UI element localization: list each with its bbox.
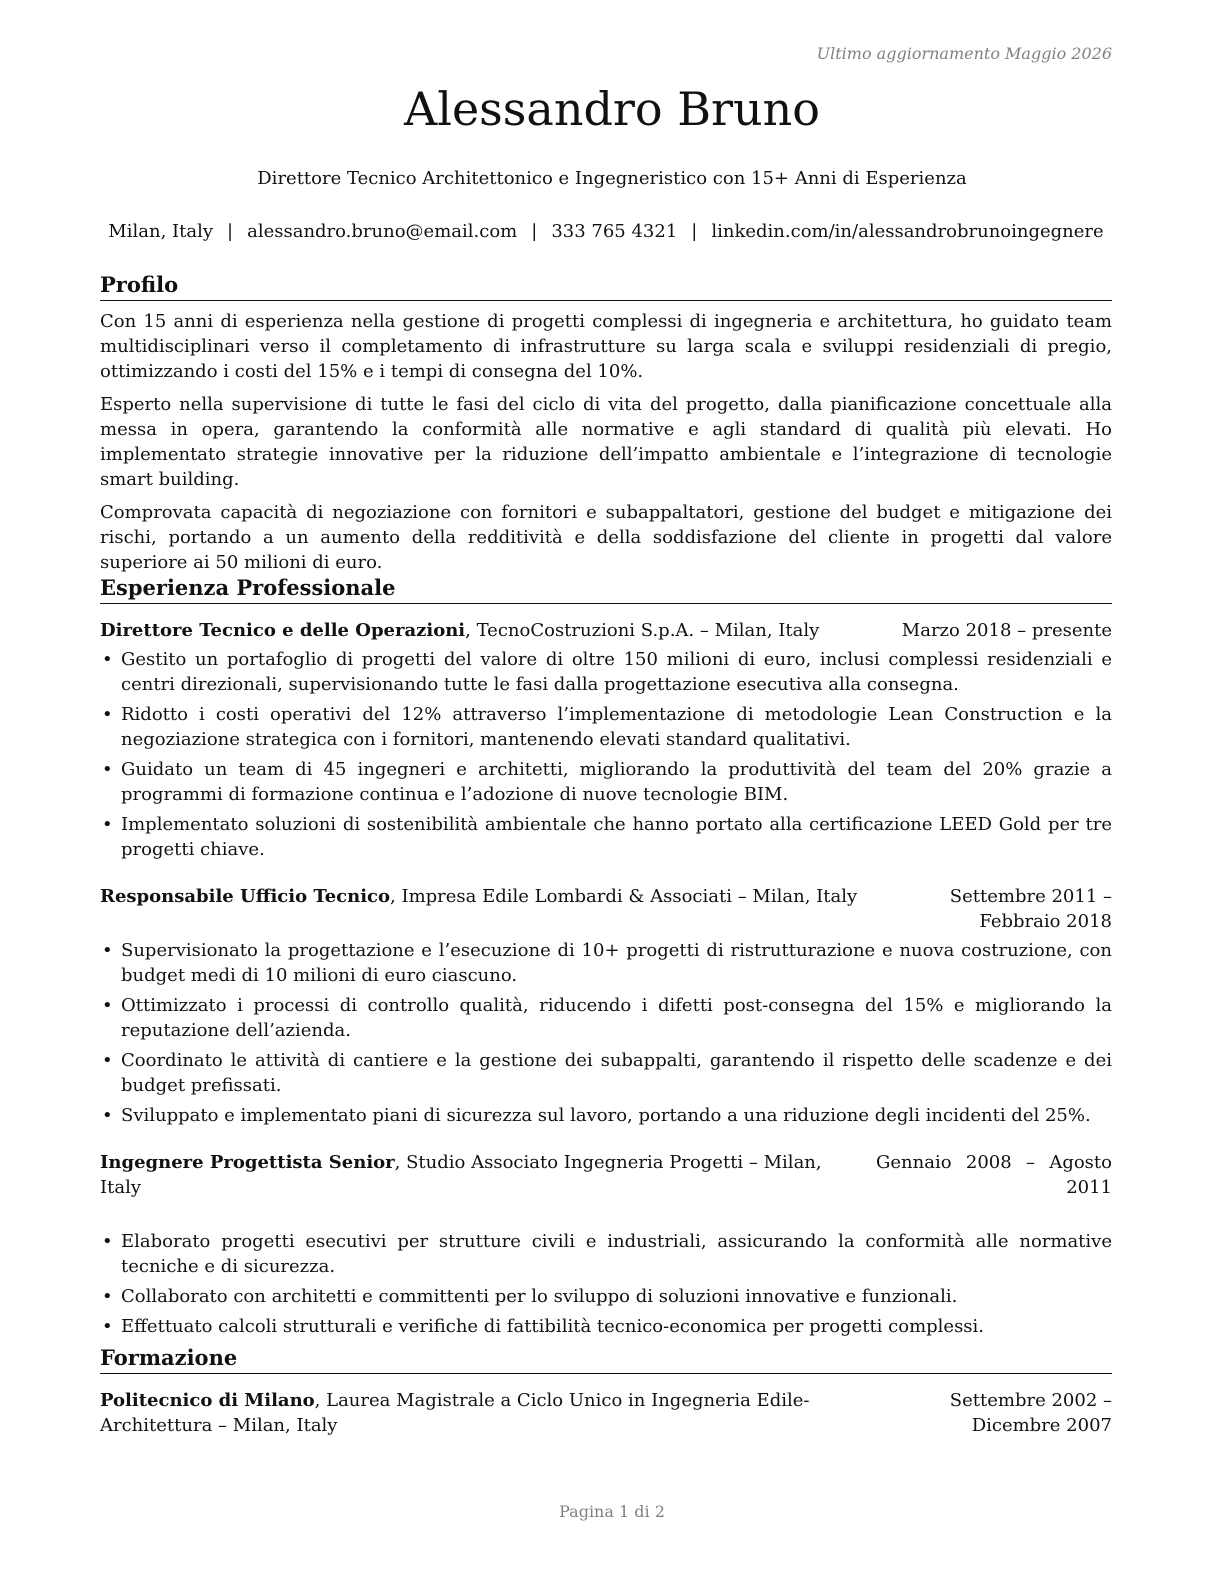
job-header: [100, 618, 1112, 643]
job-company: , Studio Associato Ingegneria Progetti – Milan, Italy: [100, 1152, 822, 1198]
job-company: , Impresa Edile Lombardi & Associati – Milan, Italy: [390, 886, 858, 907]
job-bullets: [100, 647, 1112, 862]
job-role: Responsabile Ufficio Tecnico: [100, 886, 391, 907]
education-section: [100, 1344, 1112, 1438]
job-entry: [100, 618, 1112, 862]
last-updated: Ultimo aggiornamento Maggio 2026: [816, 44, 1112, 63]
job-entry: [100, 1150, 1112, 1339]
bullet-item: • Sviluppato e implementato piani di sicurezza sul lavoro, portando a una riduzione degli incidenti del 25%.: [100, 1103, 1112, 1128]
job-bullets: [100, 938, 1112, 1128]
headline: Direttore Tecnico Architettonico e Ingegneristico con 15+ Anni di Esperienza: [257, 168, 967, 189]
bullet-item: • Implementato soluzioni di sostenibilità ambientale che hanno portato alla certificazione LEED Gold per tre progetti chiave.: [100, 812, 1112, 862]
job-dates: Marzo 2018 – presente: [901, 620, 1112, 641]
job-bullets: [100, 1229, 1112, 1339]
separator: |: [691, 221, 698, 242]
profile-paragraph: Con 15 anni di esperienza nella gestione di progetti complessi di ingegneria e architettura, ho guidato team multidisciplinari verso il completamento di infrastrutture su larga scala e sviluppi residenziali di pregio, ottimizzando i costi del 15% e i tempi di consegna del 10%.: [100, 311, 1112, 382]
job-dates: Gennaio 2008 – Agosto 2011: [876, 1152, 1112, 1198]
bullet-item: • Effettuato calcoli strutturali e verifiche di fattibilità tecnico-economica per progetti complessi.: [100, 1314, 1112, 1339]
bullet-item: • Ottimizzato i processi di controllo qualità, riducendo i difetti post-consegna del 15% e migliorando la reputazione dell’azienda.: [100, 993, 1112, 1043]
profile-section: [100, 271, 1112, 575]
job-dates: Settembre 2011 – Febbraio 2018: [949, 886, 1112, 932]
location: Milan, Italy: [108, 221, 214, 242]
section-title-profile: Profilo: [100, 271, 1112, 301]
profile-paragraph: Comprovata capacità di negoziazione con fornitori e subappaltatori, gestione del budget e mitigazione dei rischi, portando a un aumento della redditività e della soddisfazione del cliente in progetti dal valore superiore ai 50 milioni di euro.: [100, 502, 1112, 573]
bullet-item: • Gestito un portafoglio di progetti del valore di oltre 150 milioni di euro, inclusi complessi residenziali e centri direzionali, supervisionando tutte le fasi dalla progettazione esecutiva alla consegna.: [100, 647, 1112, 697]
education-degree: , Laurea Magistrale a Ciclo Unico in Ingegneria Edile-Architettura – Milan, Italy: [100, 1390, 810, 1436]
page-number: Pagina 1 di 2: [559, 1502, 665, 1521]
job-entry: [100, 884, 1112, 1128]
section-title-experience: Esperienza Professionale: [100, 574, 1112, 604]
education-entry: [100, 1388, 1112, 1438]
job-role: Ingegnere Progettista Senior: [100, 1152, 395, 1173]
bullet-item: • Coordinato le attività di cantiere e la gestione dei subappalti, garantendo il rispetto delle scadenze e dei budget prefissati.: [100, 1048, 1112, 1098]
job-company: , TecnoCostruzioni S.p.A. – Milan, Italy: [465, 620, 820, 641]
job-header: [100, 1150, 1112, 1200]
bullet-item: • Guidato un team di 45 ingegneri e architetti, migliorando la produttività del team del 20% grazie a programmi di formazione continua e l’adozione di nuove tecnologie BIM.: [100, 757, 1112, 807]
experience-section: [100, 574, 1112, 1344]
candidate-name: Alessandro Bruno: [404, 82, 820, 136]
education-dates: Settembre 2002 – Dicembre 2007: [949, 1390, 1112, 1436]
bullet-item: • Collaborato con architetti e committenti per lo sviluppo di soluzioni innovative e funzionali.: [100, 1284, 1112, 1309]
bullet-item: • Ridotto i costi operativi del 12% attraverso l’implementazione di metodologie Lean Construction e la negoziazione strategica con i fornitori, mantenendo elevati standard qualitativi.: [100, 702, 1112, 752]
linkedin-link[interactable]: linkedin.com/in/alessandrobrunoingegnere: [711, 221, 1104, 242]
job-header: [100, 884, 1112, 932]
separator: |: [531, 221, 538, 242]
section-title-education: Formazione: [100, 1344, 1112, 1374]
job-role: Direttore Tecnico e delle Operazioni: [100, 620, 466, 641]
contact-line: [100, 221, 1112, 242]
phone: 333 765 4321: [551, 221, 678, 242]
bullet-item: • Elaborato progetti esecutivi per strutture civili e industriali, assicurando la conformità alle normative tecniche e di sicurezza.: [100, 1229, 1112, 1279]
profile-paragraph: Esperto nella supervisione di tutte le fasi del ciclo di vita del progetto, dalla pianificazione concettuale alla messa in opera, garantendo la conformità alle normative e agli standard di qualità più elevati. Ho implementato strategie innovative per la riduzione dell’impatto ambientale e l’integrazione di tecnologie smart building.: [100, 394, 1112, 490]
education-school: Politecnico di Milano: [100, 1390, 315, 1411]
bullet-item: • Supervisionato la progettazione e l’esecuzione di 10+ progetti di ristrutturazione e nuova costruzione, con budget medi di 10 milioni di euro ciascuno.: [100, 938, 1112, 988]
separator: |: [227, 221, 234, 242]
email-link[interactable]: alessandro.bruno@email.com: [247, 221, 518, 242]
